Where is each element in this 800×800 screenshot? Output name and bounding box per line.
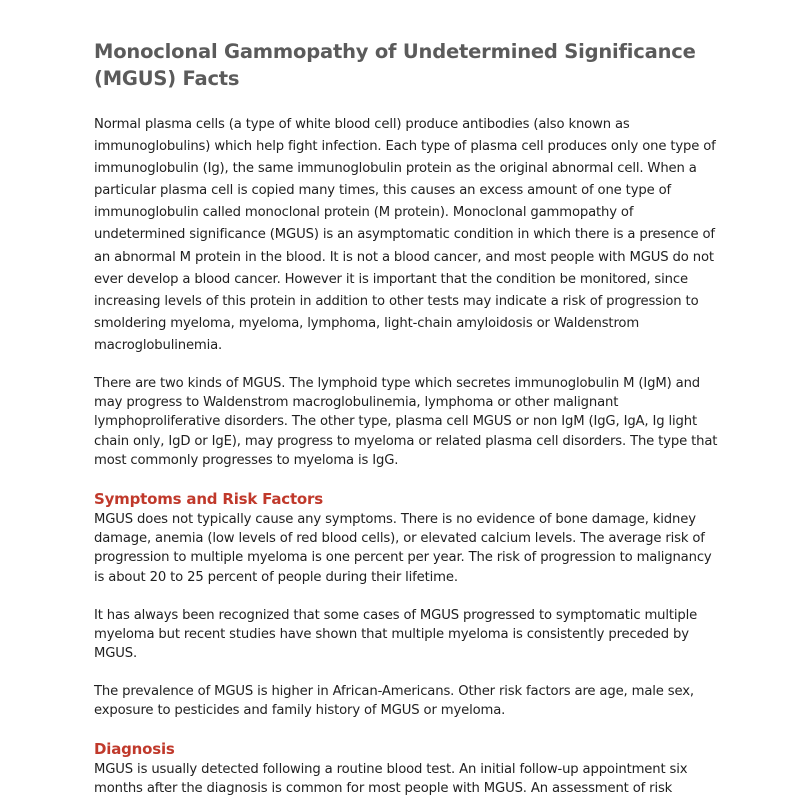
document-title: Monoclonal Gammopathy of Undetermined Significance (MGUS) Facts bbox=[94, 40, 696, 90]
intro-paragraph-2: There are two kinds of MGUS. The lymphoid type which secretes immunoglobulin M (IgM) and may progress to Waldenstrom macroglobulinemia, lymphoma or other malignant lymphoproliferative disorders. The other type, plasma cell MGUS or non IgM (IgG, IgA, Ig light chain only, IgD or IgE), may progress to myeloma or related plasma cell disorders. The type that most commonly progresses to myeloma is IgG. bbox=[94, 376, 718, 468]
section-heading-symptoms: Symptoms and Risk Factors bbox=[94, 490, 323, 508]
diagnosis-paragraph-1: MGUS is usually detected following a routine blood test. An initial follow-up appointment six months after the diagnosis is common for most people with MGUS. An assessment of risk bbox=[94, 762, 688, 797]
symptoms-paragraph-3: The prevalence of MGUS is higher in African-Americans. Other risk factors are age, male sex, exposure to pesticides and family history of MGUS or myeloma. bbox=[94, 684, 694, 719]
intro-paragraph-1: Normal plasma cells (a type of white blood cell) produce antibodies (also known as immunoglobulins) which help fight infection. Each type of plasma cell produces only one type of immunoglobulin (Ig), the same immunoglobulin protein as the original abnormal cell. When a particular plasma cell is copied many times, this causes an excess amount of one type of immunoglobulin called monoclonal protein (M protein). Monoclonal gammopathy of undetermined significance (MGUS) is an asymptomatic condition in which there is a presence of an abnormal M protein in the blood. It is not a blood cancer, and most people with MGUS do not ever develop a blood cancer. However it is important that the condition be monitored, since increasing levels of this protein in addition to other tests may indicate a risk of progression to smoldering myeloma, myeloma, lymphoma, light-chain amyloidosis or Waldenstrom macroglobulinemia. bbox=[94, 117, 716, 353]
section-heading-diagnosis: Diagnosis bbox=[94, 740, 175, 758]
symptoms-paragraph-2: It has always been recognized that some cases of MGUS progressed to symptomatic multiple myeloma but recent studies have shown that multiple myeloma is consistently preceded by MGUS. bbox=[94, 608, 698, 662]
symptoms-paragraph-1: MGUS does not typically cause any symptoms. There is no evidence of bone damage, kidney damage, anemia (low levels of red blood cells), or elevated calcium levels. The average risk of progression to multiple myeloma is one percent per year. The risk of progression to malignancy is about 20 to 25 percent of people during their lifetime. bbox=[94, 512, 712, 585]
